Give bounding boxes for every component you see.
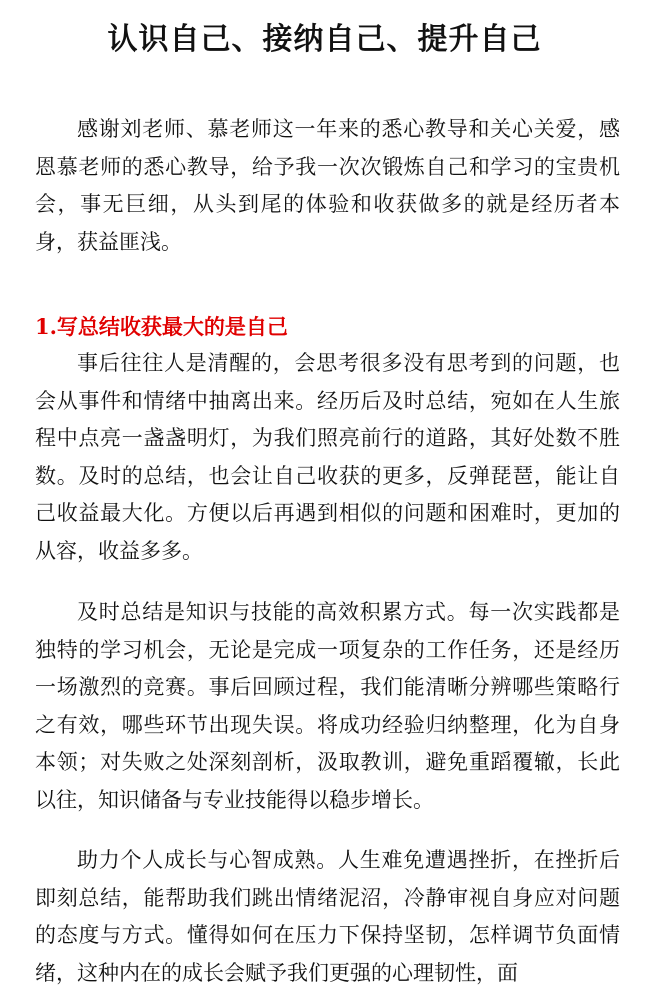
intro-paragraph: 感谢刘老师、慕老师这一年来的悉心教导和关心关爱，感恩慕老师的悉心教导，给予我一次次锻炼自己和学习的宝贵机会，事无巨细，从头到尾的体验和收获做多的就是经历者本身，获益匪浅。	[35, 117, 620, 254]
document-title: 认识自己、接纳自己、提升自己	[107, 22, 542, 57]
body-paragraph: 及时总结是知识与技能的高效积累方式。每一次实践都是独特的学习机会，无论是完成一项复杂的工作任务，还是经历一场激烈的竞赛。事后回顾过程，我们能清晰分辨哪些策略行之有效，哪些环节出现失误。将成功经验归纳整理，化为自身本领；对失败之处深刻剖析，汲取教训，避免重蹈覆辙，长此以往，知识储备与专业技能得以稳步增长。	[35, 600, 620, 812]
body-paragraph: 事后往往人是清醒的，会思考很多没有思考到的问题，也会从事件和情绪中抽离出来。经历后及时总结，宛如在人生旅程中点亮一盏盏明灯，为我们照亮前行的道路，其好处数不胜数。及时的总结，也会让自己收获的更多，反弹琵琶，能让自己收益最大化。方便以后再遇到相似的问题和困难时，更加的从容，收益多多。	[35, 351, 620, 563]
body-paragraph: 助力个人成长与心智成熟。人生难免遭遇挫折，在挫折后即刻总结，能帮助我们跳出情绪泥沼，冷静审视自身应对问题的态度与方式。懂得如何在压力下保持坚韧，怎样调节负面情绪，这种内在的成长会赋予我们更强的心理韧性，面	[35, 848, 620, 985]
section-heading: 1.写总结收获最大的是自己	[35, 314, 288, 339]
